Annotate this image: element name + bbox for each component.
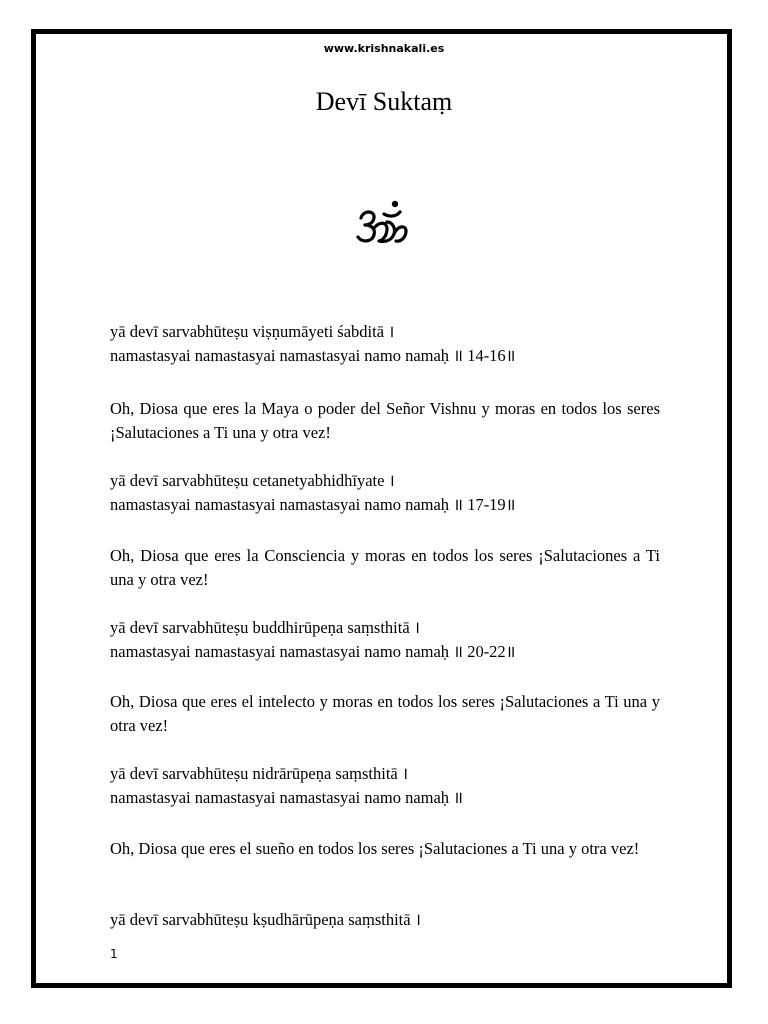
verse-line: namastasyai namastasyai namastasyai namo namaḥ ॥ — [110, 788, 464, 807]
verse-5 — [110, 908, 660, 932]
om-icon — [354, 197, 412, 249]
verse-line: namastasyai namastasyai namastasyai namo namaḥ ॥ 20-22॥ — [110, 642, 516, 661]
verse-line: yā devī sarvabhūteṣu buddhirūpeṇa saṃsthitā । — [110, 618, 421, 637]
verse-line: namastasyai namastasyai namastasyai namo namaḥ ॥ 14-16॥ — [110, 346, 516, 365]
verse-line: yā devī sarvabhūteṣu cetanetyabhidhīyate । — [110, 471, 395, 490]
verse-line: yā devī sarvabhūteṣu kṣudhārūpeṇa saṃsthitā । — [110, 910, 421, 929]
translation-2: Oh, Diosa que eres la Consciencia y moras en todos los seres ¡Salutaciones a Ti una y otra vez! — [110, 546, 660, 589]
verse-line: namastasyai namastasyai namastasyai namo namaḥ ॥ 17-19॥ — [110, 495, 516, 514]
translation-1: Oh, Diosa que eres la Maya o poder del Señor Vishnu y moras en todos los seres ¡Salutaciones a Ti una y otra vez! — [110, 399, 660, 442]
verse-2 — [110, 469, 660, 517]
verse-line: yā devī sarvabhūteṣu nidrārūpeṇa saṃsthitā । — [110, 764, 409, 783]
verse-3 — [110, 616, 660, 664]
page-title: Devī Suktaṃ — [315, 87, 453, 116]
page-number: 1 — [110, 947, 118, 961]
site-url: www.krishnakali.es — [323, 42, 445, 55]
translation-3: Oh, Diosa que eres el intelecto y moras en todos los seres ¡Salutaciones a Ti una y otra vez! — [110, 692, 660, 735]
translation-4: Oh, Diosa que eres el sueño en todos los seres ¡Salutaciones a Ti una y otra vez! — [110, 839, 640, 858]
verse-4 — [110, 762, 660, 810]
verse-line: yā devī sarvabhūteṣu viṣṇumāyeti śabditā । — [110, 322, 395, 341]
verse-1 — [110, 320, 660, 368]
